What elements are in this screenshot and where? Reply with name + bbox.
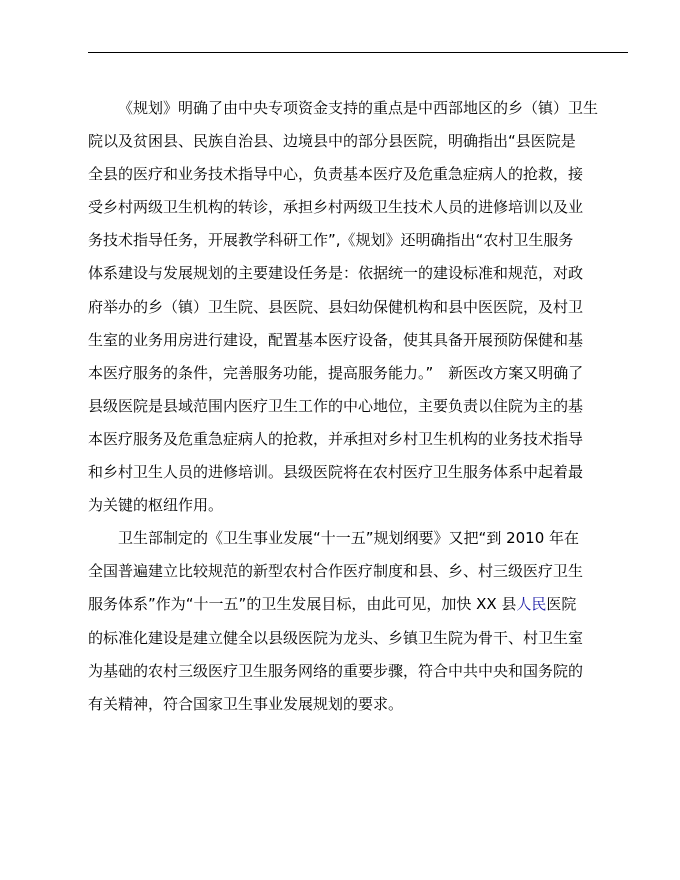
text-line: 体系建设与发展规划的主要建设任务是：依据统一的建设标准和规范，对政 bbox=[88, 264, 584, 283]
text-line: 为关键的枢纽作用。 bbox=[88, 496, 224, 515]
text-line: 《规划》明确了由中央专项资金支持的重点是中西部地区的乡（镇）卫生 bbox=[118, 99, 599, 117]
text-line: 有关精神，符合国家卫生事业发展规划的要求。 bbox=[88, 694, 404, 713]
paragraph-1 bbox=[88, 92, 600, 522]
paragraph-2 bbox=[88, 522, 600, 721]
header-rule bbox=[88, 52, 628, 53]
text-line: 务技术指导任务，开展教学科研工作”,《规划》还明确指出“农村卫生服务 bbox=[88, 231, 574, 250]
text-line: 院以及贫困县、民族自治县、边境县中的部分县医院，明确指出“县医院是 bbox=[88, 132, 576, 151]
text-line: 生室的业务用房进行建设，配置基本医疗设备，使其具备开展预防保健和基 bbox=[88, 330, 584, 349]
text-line: 和乡村卫生人员的进修培训。县级医院将在农村医疗卫生服务体系中起着最 bbox=[88, 463, 584, 482]
hospital-name-link[interactable]: 人民 bbox=[516, 595, 547, 614]
text-line: 卫生部制定的《卫生事业发展“十一五”规划纲要》又把“到 2010 年在 bbox=[118, 529, 580, 548]
text-line: 为基础的农村三级医疗卫生服务网络的重要步骤，符合中共中央和国务院的 bbox=[88, 661, 584, 680]
text-line: 县级医院是县域范围内医疗卫生工作的中心地位，主要负责以住院为主的基 bbox=[88, 396, 584, 415]
text-line: 府举办的乡（镇）卫生院、县医院、县妇幼保健机构和县中医医院，及村卫 bbox=[88, 297, 584, 316]
text-line: 全县的医疗和业务技术指导中心，负责基本医疗及危重急症病人的抢救，接 bbox=[88, 165, 584, 184]
text-segment: 服务体系”作为“十一五”的卫生发展目标，由此可见，加快 XX 县 bbox=[88, 595, 517, 614]
text-segment: 医院 bbox=[546, 595, 577, 614]
document-body bbox=[88, 92, 600, 721]
text-line: 受乡村两级卫生机构的转诊，承担乡村两级卫生技术人员的进修培训以及业 bbox=[88, 198, 584, 217]
text-line: 本医疗服务的条件，完善服务功能，提高服务能力。” 新医改方案又明确了 bbox=[88, 363, 584, 382]
text-line: 全国普遍建立比较规范的新型农村合作医疗制度和县、乡、村三级医疗卫生 bbox=[88, 562, 584, 581]
text-line: 本医疗服务及危重急症病人的抢救，并承担对乡村卫生机构的业务技术指导 bbox=[88, 429, 584, 448]
text-line: 的标准化建设是建立健全以县级医院为龙头、乡镇卫生院为骨干、村卫生室 bbox=[88, 628, 584, 647]
text-line-with-link bbox=[88, 588, 600, 621]
